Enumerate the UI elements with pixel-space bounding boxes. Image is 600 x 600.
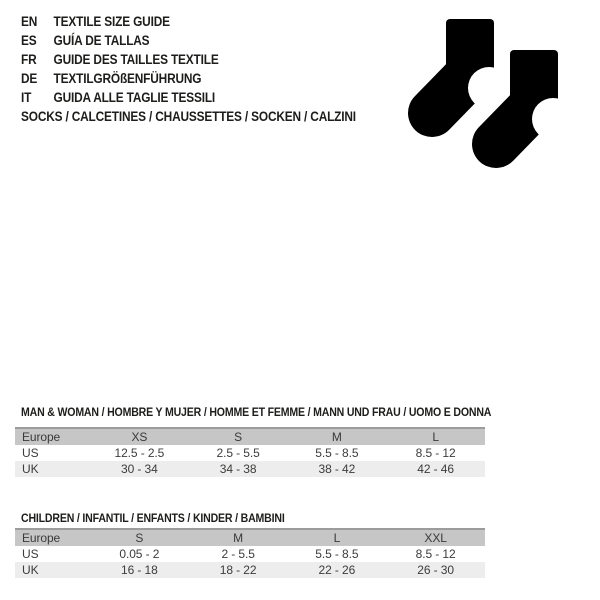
size-cell: 5.5 - 8.5	[315, 547, 359, 561]
table-title-children: CHILDREN / INFANTIL / ENFANTS / KINDER / BAMBINI	[21, 511, 285, 525]
language-row-it	[21, 88, 219, 107]
size-cell: 12.5 - 2.5	[114, 446, 165, 460]
language-code: EN	[21, 14, 38, 29]
language-row-fr	[21, 50, 219, 69]
column-header: M	[288, 428, 387, 445]
column-header: S	[189, 428, 288, 445]
table-title-man-woman: MAN & WOMAN / HOMBRE Y MUJER / HOMME ET FEMME / MANN UND FRAU / UOMO E DONNA	[21, 405, 492, 419]
category-title: SOCKS / CALCETINES / CHAUSSETTES / SOCKEN / CALZINI	[21, 109, 356, 124]
size-cell: 30 - 34	[121, 462, 158, 476]
column-header: S	[90, 529, 189, 546]
language-label: TEXTILE SIZE GUIDE	[53, 14, 170, 29]
size-cell: 22 - 26	[318, 563, 356, 577]
size-cell: 5.5 - 8.5	[315, 446, 359, 460]
size-cell: 8.5 - 12	[415, 446, 456, 460]
language-code: ES	[21, 33, 37, 48]
column-header: L	[386, 428, 485, 445]
language-label: GUÍA DE TALLAS	[53, 33, 150, 48]
size-cell: 26 - 30	[417, 563, 454, 577]
back-sock	[432, 19, 510, 113]
language-row-de	[21, 69, 219, 88]
size-cell: 0.05 - 2	[119, 547, 160, 561]
table-header-row	[15, 428, 485, 445]
size-cell: 18 - 22	[219, 563, 257, 577]
table-row	[15, 546, 485, 562]
column-header: XS	[90, 428, 189, 445]
column-header: Europe	[15, 529, 90, 546]
size-cell: 2 - 5.5	[221, 547, 255, 561]
table-row	[15, 445, 485, 461]
size-table-man-woman	[15, 427, 485, 477]
language-code: DE	[21, 71, 38, 86]
row-label: UK	[22, 563, 39, 577]
size-cell: 38 - 42	[318, 462, 356, 476]
language-label: GUIDA ALLE TAGLIE TESSILI	[53, 90, 216, 105]
table-row	[15, 562, 485, 578]
language-code: IT	[21, 90, 32, 105]
language-row-en	[21, 12, 219, 31]
row-label: US	[22, 547, 39, 561]
socks-icon	[402, 14, 560, 172]
language-label: GUIDE DES TAILLES TEXTILE	[53, 52, 219, 67]
column-header: XXL	[386, 529, 485, 546]
row-label: US	[22, 446, 39, 460]
language-code: FR	[21, 52, 37, 67]
row-label: UK	[22, 462, 39, 476]
table-header-row	[15, 529, 485, 546]
column-header: M	[189, 529, 288, 546]
table-row	[15, 461, 485, 477]
size-table-children	[15, 528, 485, 578]
column-header: L	[288, 529, 387, 546]
front-sock	[496, 50, 560, 144]
language-list	[21, 12, 219, 107]
size-cell: 42 - 46	[417, 462, 454, 476]
column-header: Europe	[15, 428, 90, 445]
size-cell: 2.5 - 5.5	[216, 446, 260, 460]
language-row-es	[21, 31, 219, 50]
size-cell: 34 - 38	[219, 462, 257, 476]
language-label: TEXTILGRÖßENFÜHRUNG	[53, 71, 202, 86]
size-cell: 8.5 - 12	[415, 547, 456, 561]
size-cell: 16 - 18	[121, 563, 158, 577]
